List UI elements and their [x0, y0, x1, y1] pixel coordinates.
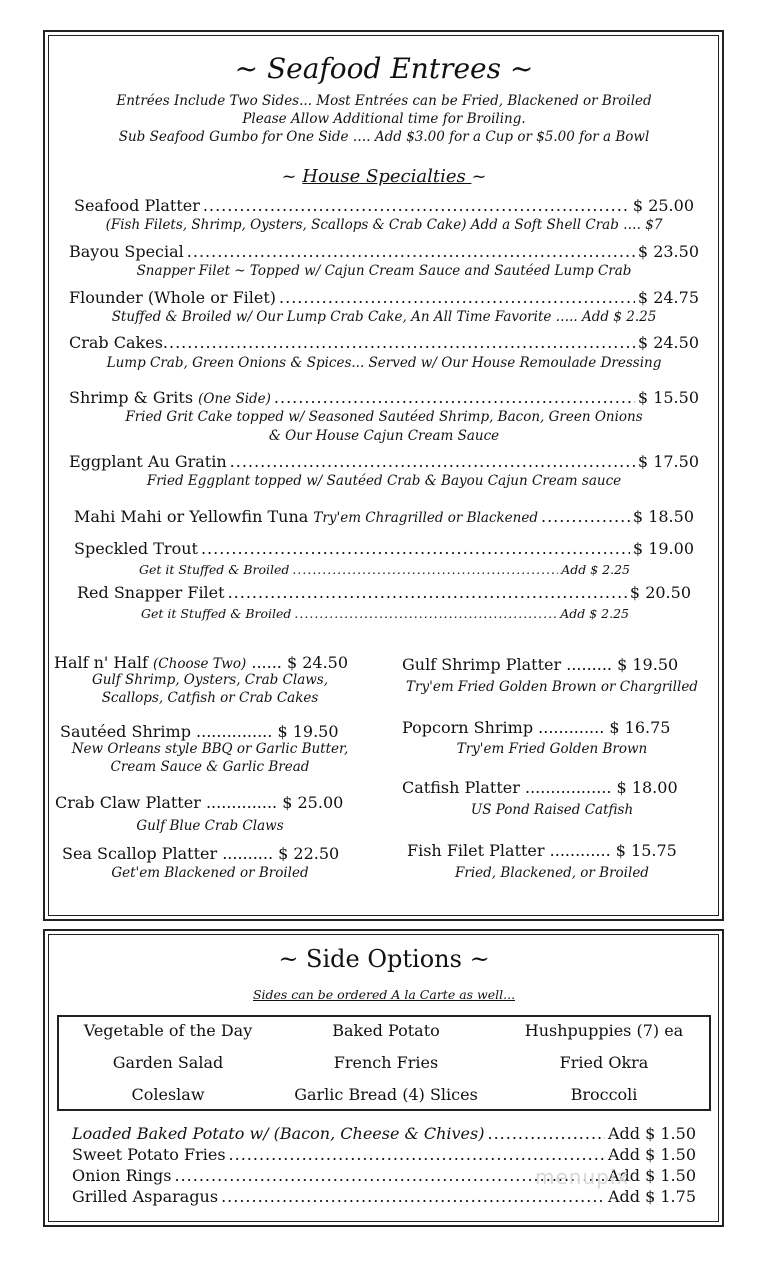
item-name-note: Try'em Chragrilled or Blackened — [313, 510, 538, 526]
item-price: $ 15.50 — [637, 388, 699, 407]
item-desc: New Orleans style BBQ or Garlic Butter, — [71, 741, 349, 757]
item-desc: Fried Eggplant topped w/ Sautéed Crab & Bayou Cajun Cream sauce — [146, 473, 622, 489]
item-price: $ 18.00 — [616, 778, 678, 797]
menu-item-bayou-special — [69, 242, 699, 261]
item-desc-2: Cream Sauce & Garlic Bread — [110, 759, 310, 775]
menu-item-shrimp-grits — [69, 388, 699, 407]
item-desc: Fried, Blackened, or Broiled — [455, 865, 649, 881]
side-option: Baked Potato — [332, 1021, 440, 1040]
menu-item-sea-scallop-platter — [62, 844, 339, 863]
item-name: Crab Claw Platter — [55, 793, 201, 812]
sides-note: Sides can be ordered A la Carte as well... — [252, 987, 516, 1002]
item-name: Catfish Platter — [402, 778, 520, 797]
item-dots: ............. — [538, 718, 605, 737]
menu-item-gulf-shrimp-platter — [402, 655, 678, 674]
item-price: $ 25.00 — [282, 793, 344, 812]
item-price: $ 24.50 — [286, 653, 349, 672]
item-desc: Stuffed & Broiled w/ Our Lump Crab Cake, An All Time Favorite ….. Add $ 2.25 — [111, 309, 657, 325]
item-name: Sea Scallop Platter — [62, 844, 218, 863]
menu-item-red-snapper — [77, 583, 691, 602]
item-name: Popcorn Shrimp — [402, 718, 534, 737]
side-option: French Fries — [333, 1053, 439, 1072]
side-option: Vegetable of the Day — [83, 1021, 253, 1040]
item-dots: ............... — [196, 722, 273, 741]
menu-item-crab-cakes — [69, 333, 699, 352]
item-name: Mahi Mahi or Yellowfin Tuna — [74, 507, 309, 526]
item-name: Crab Cakes — [69, 333, 163, 352]
house-specialties-heading — [0, 166, 768, 187]
addon-loaded-baked-potato — [72, 1124, 696, 1143]
item-price: $ 22.50 — [278, 844, 340, 863]
menu-item-flounder — [69, 288, 699, 307]
item-dots: ............ — [549, 841, 611, 860]
menu-item-mahi-mahi — [74, 507, 694, 526]
item-dots: ...... — [251, 653, 282, 672]
addon-name: Get it Stuffed & Broiled — [139, 562, 290, 577]
menu-item-sauteed-shrimp — [60, 722, 339, 741]
entrees-note-3: Sub Seafood Gumbo for One Side …. Add $3.00 for a Cup or $5.00 for a Bowl — [118, 129, 650, 145]
item-name: Sautéed Shrimp — [60, 722, 191, 741]
side-option: Garlic Bread (4) Slices — [294, 1085, 478, 1104]
item-dots: .......... — [222, 844, 274, 863]
item-name: Half n' Half — [54, 653, 148, 672]
house-heading-suffix: ~ — [471, 166, 487, 187]
item-price: $ 19.50 — [277, 722, 339, 741]
side-option: Garden Salad — [112, 1053, 224, 1072]
item-price: $ 23.50 — [637, 242, 699, 261]
item-price: $ 16.75 — [609, 718, 671, 737]
item-desc: US Pond Raised Catfish — [470, 802, 634, 818]
item-name-note: (One Side) — [198, 391, 271, 407]
addon-price: Add $ 1.50 — [607, 1145, 696, 1164]
house-heading-text: House Specialties — [302, 166, 472, 187]
addon-name: Loaded Baked Potato w/ (Bacon, Cheese & Chives) — [72, 1124, 485, 1143]
speckled-trout-addon — [139, 562, 630, 577]
addon-price: Add $ 1.75 — [607, 1187, 696, 1206]
item-desc: Gulf Blue Crab Claws — [136, 818, 284, 834]
sides-title: ~ Side Options ~ — [278, 945, 490, 973]
entrees-note-1: Entrées Include Two Sides... Most Entrées can be Fried, Blackened or Broiled — [116, 93, 652, 109]
addon-sweet-potato-fries — [72, 1145, 696, 1164]
item-dots: ................. — [524, 778, 612, 797]
item-desc: Try'em Fried Golden Brown — [456, 741, 648, 757]
menu-item-catfish-platter — [402, 778, 678, 797]
item-desc-2: & Our House Cajun Cream Sauce — [268, 428, 500, 444]
menu-item-popcorn-shrimp — [402, 718, 670, 737]
item-name: Shrimp & Grits — [69, 388, 194, 407]
red-snapper-addon — [141, 606, 629, 621]
entrees-title: ~ Seafood Entrees ~ — [234, 52, 534, 85]
item-price: $ 25.00 — [632, 196, 694, 215]
item-desc: Snapper Filet ~ Topped w/ Cajun Cream Sauce and Sautéed Lump Crab — [136, 263, 632, 279]
item-name: Bayou Special — [69, 242, 184, 261]
addon-price: Add $ 2.25 — [561, 562, 630, 577]
item-dots: .............. — [205, 793, 278, 812]
menu-item-seafood-platter — [74, 196, 694, 215]
addon-name: Sweet Potato Fries — [72, 1145, 226, 1164]
item-name: Fish Filet Platter — [407, 841, 545, 860]
item-desc: Try'em Fried Golden Brown or Chargrilled — [406, 679, 698, 695]
addon-price: Add $ 1.50 — [607, 1124, 696, 1143]
item-price: $ 19.50 — [617, 655, 679, 674]
side-option: Coleslaw — [131, 1085, 205, 1104]
side-option: Broccoli — [570, 1085, 638, 1104]
item-price: $ 15.75 — [615, 841, 677, 860]
menu-item-half-n-half — [54, 653, 348, 672]
addon-name: Onion Rings — [72, 1166, 172, 1185]
side-option: Hushpuppies (7) ea — [524, 1021, 684, 1040]
item-price: $ 18.50 — [632, 507, 694, 526]
item-price: $ 17.50 — [637, 452, 699, 471]
item-desc-2: Scallops, Catfish or Crab Cakes — [101, 690, 319, 706]
menu-item-speckled-trout — [74, 539, 694, 558]
menu-item-eggplant — [69, 452, 699, 471]
item-dots: ......... — [566, 655, 613, 674]
item-desc: Fried Grit Cake topped w/ Seasoned Sautéed Shrimp, Bacon, Green Onions — [125, 409, 643, 425]
addon-price: Add $ 1.50 — [607, 1166, 696, 1185]
item-desc: Gulf Shrimp, Oysters, Crab Claws, — [91, 672, 329, 688]
addon-name: Grilled Asparagus — [72, 1187, 219, 1206]
house-heading-prefix: ~ — [281, 166, 303, 187]
item-desc: (Fish Filets, Shrimp, Oysters, Scallops & Crab Cake) Add a Soft Shell Crab …. $7 — [105, 217, 663, 233]
menu-item-fish-filet-platter — [407, 841, 677, 860]
item-price: $ 24.50 — [637, 333, 699, 352]
watermark: menupix — [535, 1165, 630, 1189]
side-options-grid — [57, 1015, 711, 1111]
item-name: Speckled Trout — [74, 539, 198, 558]
item-price: $ 20.50 — [629, 583, 691, 602]
item-name: Red Snapper Filet — [77, 583, 225, 602]
entrees-note-2: Please Allow Additional time for Broiling. — [242, 111, 526, 127]
menu-item-crab-claw-platter — [55, 793, 343, 812]
item-name: Gulf Shrimp Platter — [402, 655, 562, 674]
addon-grilled-asparagus — [72, 1187, 696, 1206]
addon-price: Add $ 2.25 — [560, 606, 629, 621]
item-price: $ 19.00 — [632, 539, 694, 558]
item-name: Seafood Platter — [74, 196, 200, 215]
side-option: Fried Okra — [559, 1053, 649, 1072]
item-desc: Lump Crab, Green Onions & Spices... Served w/ Our House Remoulade Dressing — [106, 355, 662, 371]
item-name: Flounder (Whole or Filet) — [69, 288, 277, 307]
item-desc: Get'em Blackened or Broiled — [111, 865, 309, 881]
item-name-note: (Choose Two) — [153, 656, 247, 672]
item-name: Eggplant Au Gratin — [69, 452, 227, 471]
item-price: $ 24.75 — [637, 288, 699, 307]
addon-name: Get it Stuffed & Broiled — [141, 606, 292, 621]
